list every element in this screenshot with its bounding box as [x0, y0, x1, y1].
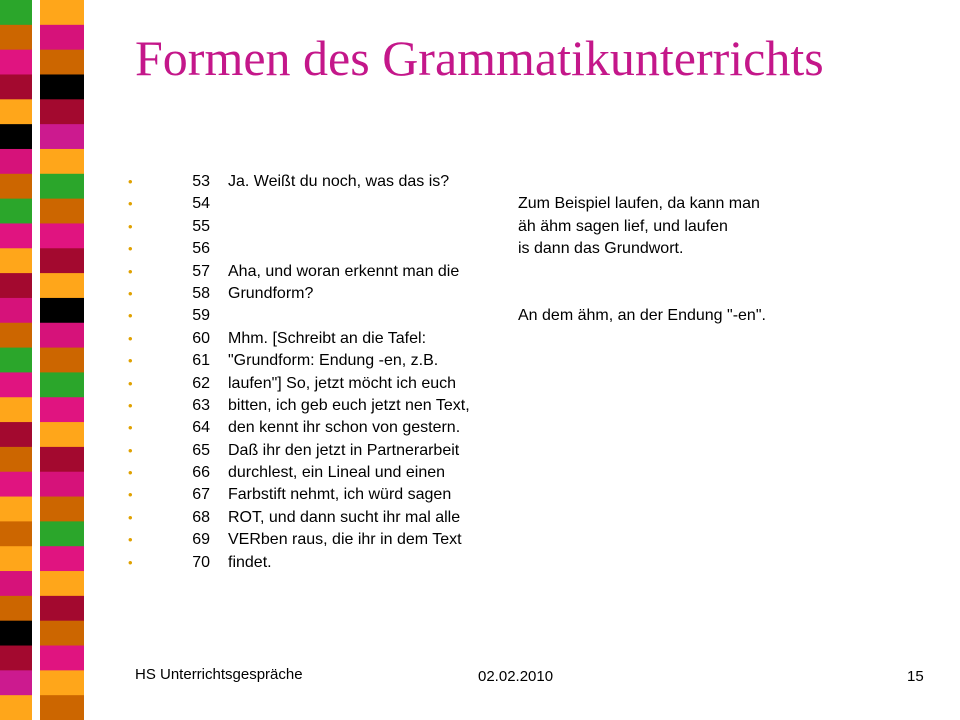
stripe-segment-right — [40, 174, 84, 199]
line-number: 67 — [192, 486, 210, 504]
stripe-segment-right — [40, 546, 84, 571]
stripe-segment-right — [40, 596, 84, 621]
teacher-utterance: laufen"] So, jetzt möcht ich euch — [228, 374, 457, 392]
line-number: 59 — [192, 307, 210, 325]
stripe-segment-right — [40, 695, 84, 720]
bullet-icon: • — [128, 353, 133, 369]
teacher-utterance: "Grundform: Endung -en, z.B. — [228, 352, 439, 370]
line-number: 54 — [192, 195, 210, 213]
stripe-segment-right — [40, 25, 84, 50]
teacher-utterance: Mhm. [Schreibt an die Tafel: — [228, 329, 427, 347]
stripe-segment-left — [0, 298, 32, 323]
teacher-utterance: VERben raus, die ihr in dem Text — [228, 531, 462, 549]
line-number: 66 — [192, 464, 210, 482]
stripe-segment-right — [40, 273, 84, 298]
bullet-icon: • — [128, 308, 133, 324]
line-number: 53 — [192, 173, 210, 190]
stripe-segment-right — [40, 621, 84, 646]
stripe-segment-left — [0, 174, 32, 199]
stripe-segment-right — [40, 670, 84, 695]
stripe-segment-right — [40, 521, 84, 546]
teacher-utterance: ROT, und dann sucht ihr mal alle — [228, 508, 461, 526]
stripe-segment-left — [0, 521, 32, 546]
stripe-segment-right — [40, 50, 84, 75]
stripe-segment-left — [0, 497, 32, 522]
stripe-segment-left — [0, 670, 32, 695]
stripe-segment-left — [0, 124, 32, 149]
stripe-segment-right — [40, 124, 84, 149]
stripe-segment-left — [0, 422, 32, 447]
stripe-segment-left — [0, 149, 32, 174]
stripe-segment-right — [40, 422, 84, 447]
line-number: 56 — [192, 240, 210, 258]
bullet-icon: • — [128, 218, 133, 234]
stripe-segment-left — [0, 248, 32, 273]
stripe-segment-right — [40, 248, 84, 273]
line-number: 69 — [192, 531, 210, 549]
bullet-icon: • — [128, 442, 133, 458]
stripe-segment-left — [0, 0, 32, 25]
stripe-segment-left — [0, 99, 32, 124]
stripe-segment-left — [0, 223, 32, 248]
line-number: 64 — [192, 419, 210, 437]
stripe-segment-left — [0, 74, 32, 99]
student-utterance: Zum Beispiel laufen, da kann man — [518, 195, 760, 213]
teacher-utterance: Farbstift nehmt, ich würd sagen — [228, 486, 452, 504]
line-number: 62 — [192, 374, 210, 392]
slide-title: Formen des Grammatikunterrichts — [135, 30, 824, 86]
stripe-segment-left — [0, 646, 32, 671]
stripe-segment-right — [40, 0, 84, 25]
line-number: 60 — [192, 329, 210, 347]
line-number: 68 — [192, 508, 210, 526]
bullet-icon: • — [128, 554, 133, 570]
stripe-segment-right — [40, 397, 84, 422]
footer-course: HS Unterrichtsgespräche — [135, 666, 303, 683]
stripe-segment-left — [0, 348, 32, 373]
line-number: 63 — [192, 396, 210, 414]
stripe-segment-right — [40, 372, 84, 397]
stripe-segment-right — [40, 348, 84, 373]
bullet-icon: • — [128, 397, 133, 413]
teacher-utterance: den kennt ihr schon von gestern. — [228, 419, 461, 437]
line-number: 65 — [192, 441, 210, 459]
bullet-icon: • — [128, 330, 133, 346]
stripe-segment-left — [0, 323, 32, 348]
stripe-segment-right — [40, 447, 84, 472]
footer-page-number: 15 — [907, 668, 924, 685]
line-number: 61 — [192, 352, 210, 370]
teacher-utterance: Daß ihr den jetzt in Partnerarbeit — [228, 441, 460, 459]
bullet-icon: • — [128, 241, 133, 257]
teacher-utterance: bitten, ich geb euch jetzt nen Text, — [228, 396, 470, 414]
stripe-segment-left — [0, 447, 32, 472]
stripe-segment-left — [0, 25, 32, 50]
line-number: 57 — [192, 262, 210, 280]
bullet-icon: • — [128, 174, 133, 189]
student-utterance: is dann das Grundwort. — [518, 240, 684, 258]
bullet-icon: • — [128, 509, 133, 525]
line-number: 70 — [192, 553, 210, 571]
stripe-segment-right — [40, 571, 84, 596]
bullet-icon: • — [128, 263, 133, 279]
line-number: 58 — [192, 284, 210, 302]
stripe-segment-left — [0, 571, 32, 596]
stripe-segment-right — [40, 298, 84, 323]
teacher-utterance: Grundform? — [228, 284, 314, 302]
student-utterance: äh ähm sagen lief, und laufen — [518, 217, 728, 235]
teacher-utterance: durchlest, ein Lineal und einen — [228, 464, 446, 482]
bullet-icon: • — [128, 532, 133, 548]
bullet-icon: • — [128, 196, 133, 212]
stripe-segment-left — [0, 199, 32, 224]
bullet-icon: • — [128, 487, 133, 503]
teacher-utterance: findet. — [228, 553, 272, 571]
stripe-segment-right — [40, 323, 84, 348]
stripe-segment-right — [40, 199, 84, 224]
stripe-segment-right — [40, 99, 84, 124]
stripe-segment-left — [0, 546, 32, 571]
bullet-icon: • — [128, 465, 133, 481]
stripe-segment-left — [0, 273, 32, 298]
stripe-segment-right — [40, 497, 84, 522]
stripe-segment-right — [40, 646, 84, 671]
line-number: 55 — [192, 217, 210, 235]
stripe-segment-left — [0, 372, 32, 397]
stripe-segment-right — [40, 74, 84, 99]
stripe-segment-left — [0, 397, 32, 422]
footer-date: 02.02.2010 — [478, 668, 554, 685]
stripe-segment-left — [0, 621, 32, 646]
decorative-stripe — [0, 0, 110, 720]
student-utterance: An dem ähm, an der Endung "-en". — [518, 307, 766, 325]
stripe-segment-right — [40, 149, 84, 174]
bullet-icon: • — [128, 420, 133, 436]
teacher-utterance: Aha, und woran erkennt man die — [228, 262, 460, 280]
stripe-segment-left — [0, 596, 32, 621]
teacher-utterance: Ja. Weißt du noch, was das is? — [228, 173, 450, 190]
bullet-icon: • — [128, 285, 133, 301]
stripe-segment-left — [0, 50, 32, 75]
stripe-segment-left — [0, 472, 32, 497]
stripe-segment-left — [0, 695, 32, 720]
stripe-segment-right — [40, 223, 84, 248]
bullet-icon: • — [128, 375, 133, 391]
stripe-segment-right — [40, 472, 84, 497]
